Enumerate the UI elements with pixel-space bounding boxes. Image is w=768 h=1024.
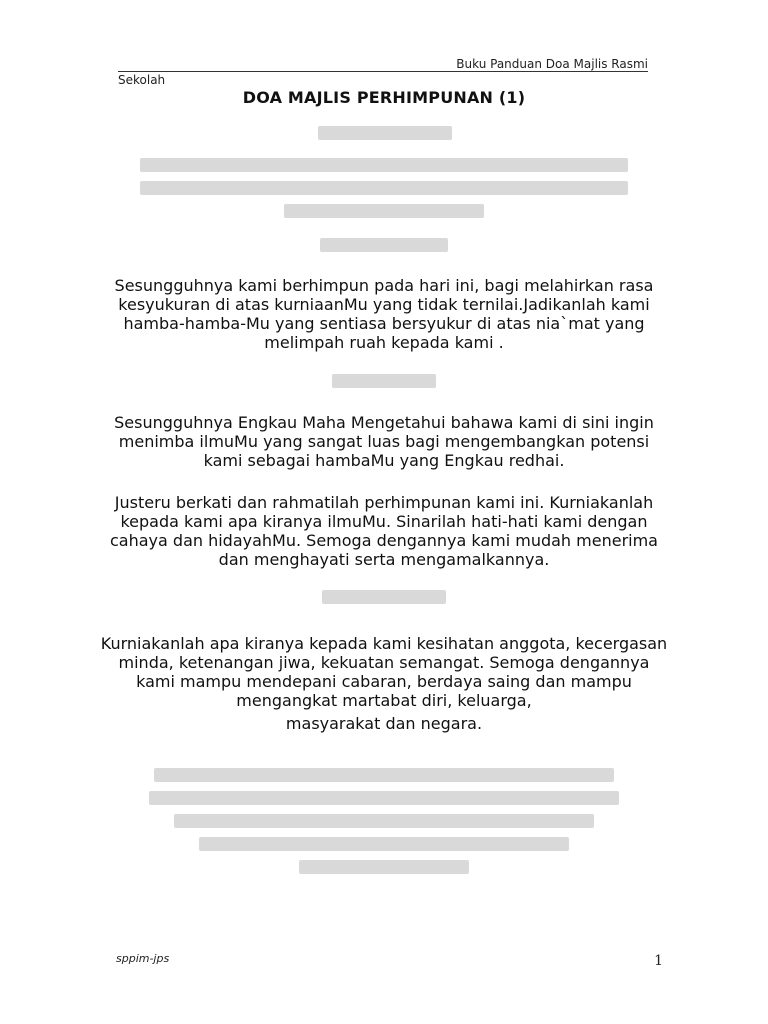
arabic-line-placeholder	[149, 791, 619, 805]
paragraph-3: Justeru berkati dan rahmatilah perhimpunan kami ini. Kurniakanlah kepada kami apa kiranya ilmuMu. Sinarilah hati-hati kami dengan cahaya dan hidayahMu. Semoga dengannya kami mudah menerima dan menghayati serta mengamalkannya.	[110, 493, 658, 569]
arabic-line-placeholder	[174, 814, 594, 828]
paragraph-2: Sesungguhnya Engkau Maha Mengetahui bahawa kami di sini ingin menimba ilmuMu yang sangat luas bagi mengembangkan potensi kami sebagai hambaMu yang Engkau redhai.	[114, 413, 654, 470]
arabic-invocation-placeholder	[322, 590, 446, 604]
arabic-line-placeholder	[199, 837, 569, 851]
paragraph-4: Kurniakanlah apa kiranya kepada kami kesihatan anggota, kecergasan minda, ketenangan jiwa, kekuatan semangat. Semoga dengannya kami mampu mendepani cabaran, berdaya saing dan mampu mengangkat martabat diri, keluarga,	[100, 634, 668, 710]
paragraph-1: Sesungguhnya kami berhimpun pada hari ini, bagi melahirkan rasa kesyukuran di atas kurniaanMu yang tidak ternilai.Jadikanlah kami hamba-hamba-Mu yang sentiasa bersyukur di atas nia`mat yang melimpah ruah kepada kami .	[114, 276, 654, 352]
arabic-line-placeholder	[140, 181, 628, 195]
page-number: 1	[654, 953, 663, 969]
arabic-line-placeholder	[140, 158, 628, 172]
header-subtitle: Sekolah	[118, 73, 166, 87]
footer-source: sppim-jps	[116, 952, 170, 965]
arabic-line-placeholder	[299, 860, 469, 874]
arabic-invocation-placeholder	[332, 374, 436, 388]
header-title: Buku Panduan Doa Majlis Rasmi	[456, 57, 648, 71]
arabic-invocation-placeholder	[320, 238, 448, 252]
arabic-basmala-placeholder	[318, 126, 452, 140]
arabic-closing-placeholder	[140, 768, 628, 878]
page-title: DOA MAJLIS PERHIMPUNAN (1)	[242, 88, 526, 107]
paragraph-5: masyarakat dan negara.	[285, 714, 483, 733]
arabic-line-placeholder	[154, 768, 614, 782]
arabic-line-placeholder	[284, 204, 484, 218]
